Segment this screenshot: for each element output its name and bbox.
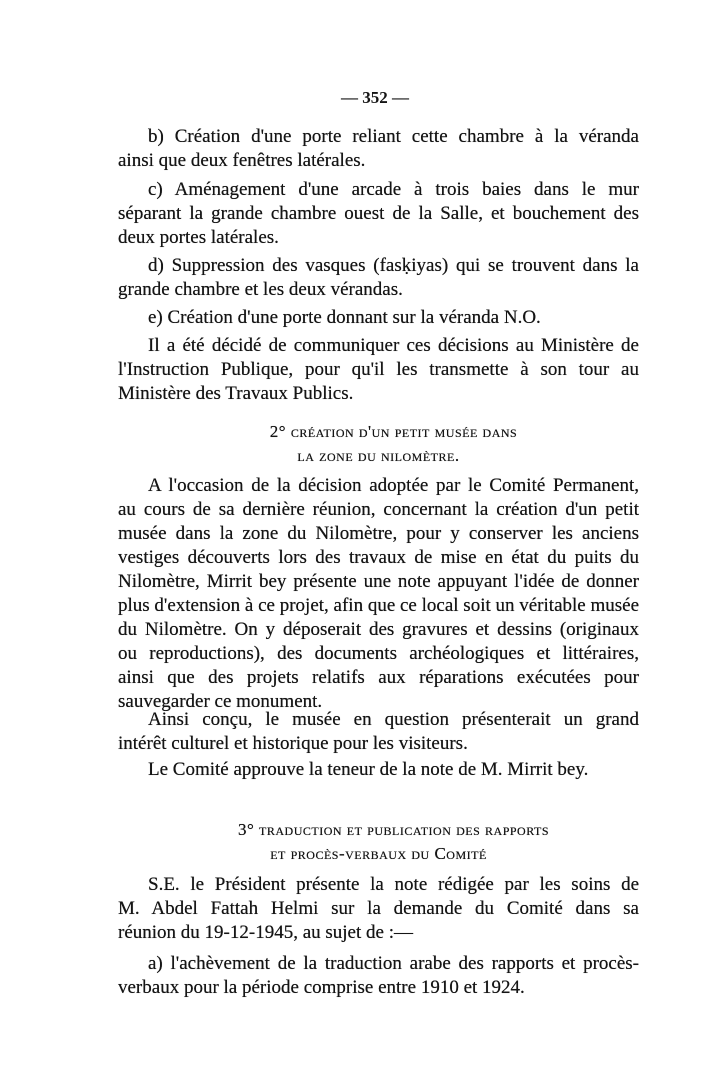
paragraph bbox=[118, 758, 639, 782]
text-line: A l'occasion de la décision adoptée par le Comité Permanent, bbox=[148, 475, 639, 496]
paragraph bbox=[118, 952, 639, 1000]
text-line: séparant la grande chambre ouest de la Salle, et bouchement des bbox=[118, 203, 639, 224]
text-line: Il a été décidé de communiquer ces décisions au Ministère de bbox=[148, 335, 639, 356]
text-line: e) Création d'une porte donnant sur la véranda N.O. bbox=[148, 307, 541, 328]
heading-line: et procès-verbaux du Comité bbox=[270, 844, 487, 863]
text-line: musée dans la zone du Nilomètre, pour y conserver les anciens bbox=[118, 523, 639, 544]
text-line: ou reproductions), des documents archéologiques et littéraires, bbox=[118, 643, 639, 664]
text-line: plus d'extension à ce projet, afin que ce local soit un véritable musée bbox=[118, 595, 639, 616]
section-heading bbox=[118, 818, 639, 866]
text-line: Ainsi conçu, le musée en question présenterait un grand bbox=[148, 709, 639, 730]
paragraph bbox=[118, 125, 639, 173]
paragraph bbox=[118, 873, 639, 945]
text-line: b) Création d'une porte reliant cette chambre à la véranda bbox=[148, 126, 639, 147]
heading-line: la zone du nilomètre. bbox=[297, 446, 460, 465]
text-line: a) l'achèvement de la traduction arabe des rapports et procès- bbox=[148, 953, 639, 974]
heading-line: 2° création d'un petit musée dans bbox=[269, 422, 518, 441]
text-line: intérêt culturel et historique pour les visiteurs. bbox=[118, 733, 468, 754]
text-line: c) Aménagement d'une arcade à trois baies dans le mur bbox=[148, 179, 639, 200]
text-line: du Nilomètre. On y déposerait des gravures et dessins (originaux bbox=[118, 619, 639, 640]
text-line: grande chambre et les deux vérandas. bbox=[118, 279, 403, 300]
text-line: d) Suppression des vasques (fasḳiyas) qui se trouvent dans la bbox=[148, 255, 639, 276]
section-heading bbox=[118, 420, 639, 468]
heading-line: 3° traduction et publication des rapports bbox=[237, 820, 549, 839]
text-line: deux portes latérales. bbox=[118, 227, 279, 248]
text-line: M. Abdel Fattah Helmi sur la demande du Comité dans sa bbox=[118, 898, 639, 919]
text-line: verbaux pour la période comprise entre 1910 et 1924. bbox=[118, 977, 525, 998]
text-line: Le Comité approuve la teneur de la note de M. Mirrit bey. bbox=[148, 759, 589, 780]
text-line: ainsi que des projets relatifs aux réparations exécutées pour bbox=[118, 667, 639, 688]
page-number: — 352 — bbox=[341, 88, 409, 107]
paragraph bbox=[118, 334, 639, 406]
text-line: S.E. le Président présente la note rédigée par les soins de bbox=[148, 874, 639, 895]
paragraph bbox=[118, 708, 639, 756]
text-line: Nilomètre, Mirrit bey présente une note appuyant l'idée de donner bbox=[118, 571, 639, 592]
text-line: l'Instruction Publique, pour qu'il les transmette à son tour au bbox=[118, 359, 639, 380]
text-line: réunion du 19-12-1945, au sujet de :— bbox=[118, 922, 413, 943]
text-line: vestiges découverts lors des travaux de mise en état du puits du bbox=[118, 547, 639, 568]
text-line: Ministère des Travaux Publics. bbox=[118, 383, 354, 404]
paragraph bbox=[118, 254, 639, 302]
paragraph bbox=[118, 474, 639, 714]
text-line: ainsi que deux fenêtres latérales. bbox=[118, 150, 366, 171]
text-line: au cours de sa dernière réunion, concernant la création d'un petit bbox=[118, 499, 639, 520]
text-line: sauvegarder ce monument. bbox=[118, 691, 323, 712]
paragraph bbox=[118, 178, 639, 250]
paragraph bbox=[118, 306, 639, 330]
